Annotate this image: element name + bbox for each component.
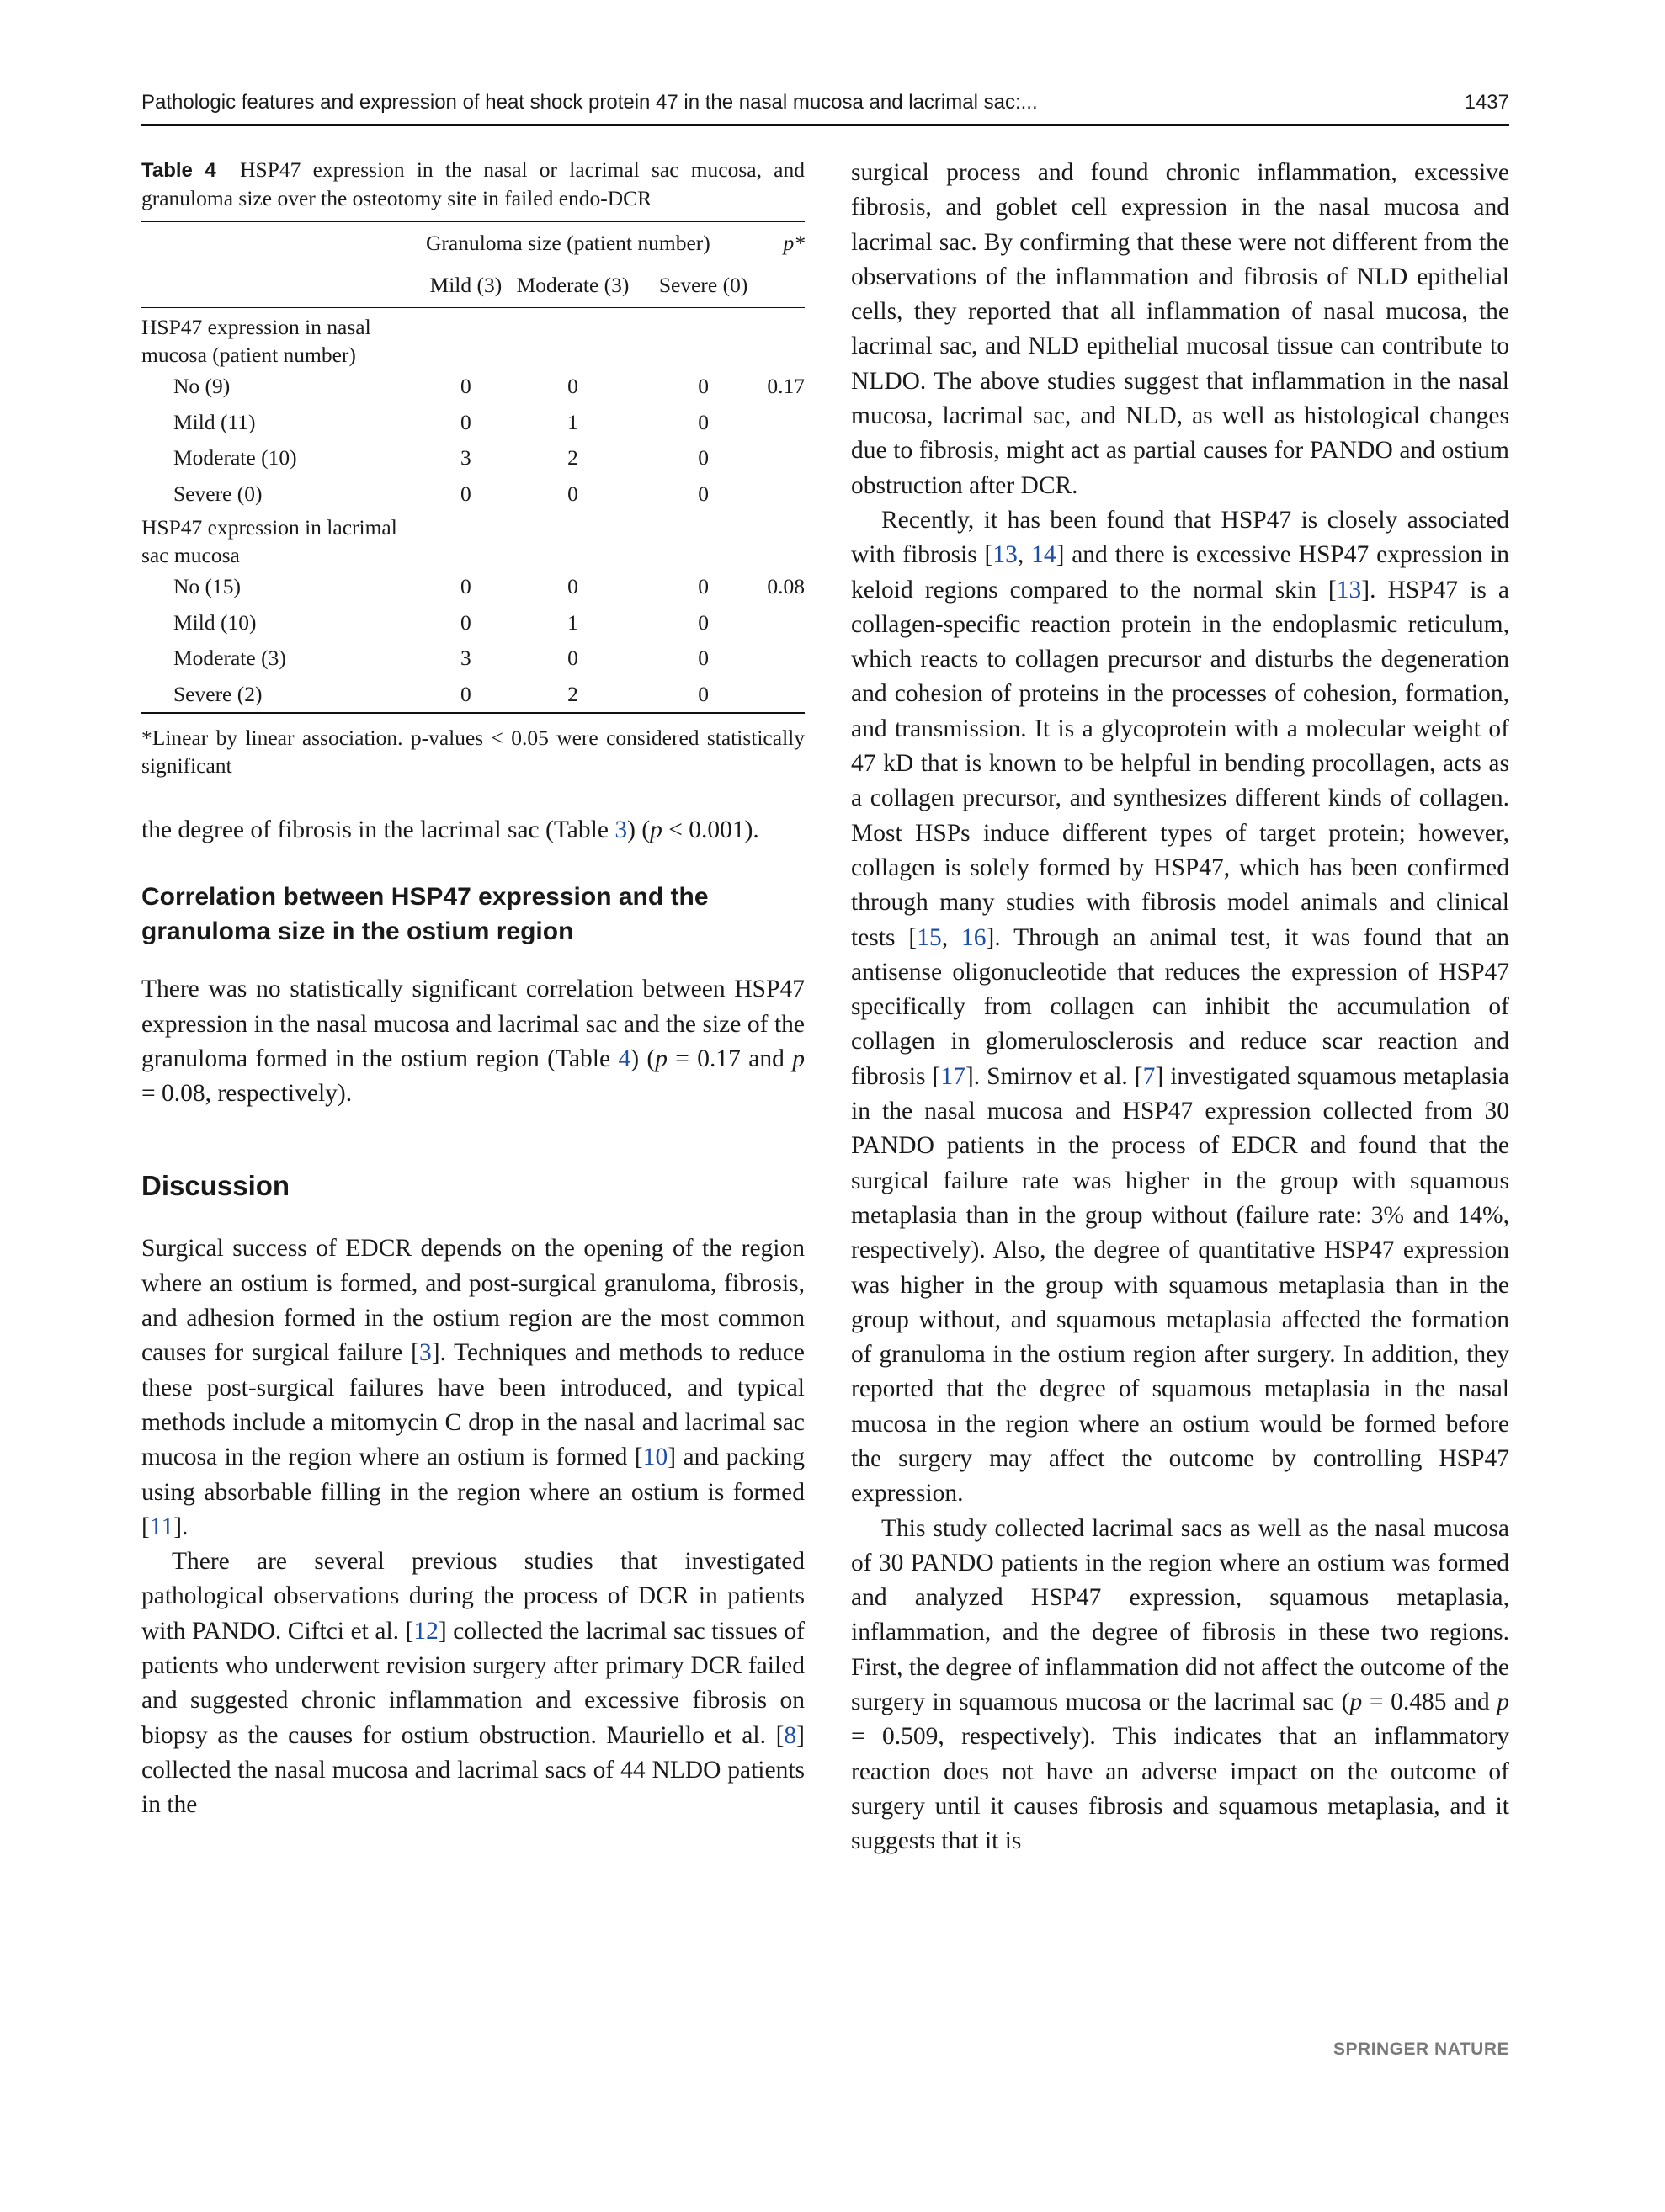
body-paragraph: This study collected lacrimal sacs as well as the nasal mucosa of 30 PANDO patients in the region where an ostium was formed and analyzed HSP47 expression, squamous metaplasia, inflammation, and the degree of fibrosis in these two regions. First, the degree of inflammation did not affect the outcome of the surgery in squamous mucosa or the lacrimal sac (p = 0.485 and p = 0.509, respectively). This indicates that an inflammatory reaction does not have an adverse impact on the outcome of surgery until it causes fibrosis and squamous metaplasia, and it suggests that it is: [851, 1514, 1510, 1855]
p-column-header: p*: [783, 231, 805, 255]
row-label: Moderate (10): [173, 445, 297, 470]
cell-p-value: [767, 605, 805, 641]
cell-severe: 0: [698, 481, 709, 506]
table-caption: [141, 156, 805, 212]
citation-link[interactable]: 16: [961, 923, 987, 951]
table-row: [141, 677, 805, 714]
cell-mild: 3: [460, 646, 471, 670]
body-paragraph: Recently, it has been found that HSP47 is closely associated with fibrosis [13, 14] and there is excessive HSP47 expression in keloid regions compared to the normal skin [13]. HSP47 is a collagen-specific reaction protein in the endoplasmic reticulum, which reacts to collagen precursor and disturbs the degeneration and cohesion of proteins in the processes of cohesion, formation, and transmission. It is a glycoprotein with a molecular weight of 47 kD that is known to be helpful in bending procollagen, acts as a collagen precursor, and synthesizes different kinds of collagen. Most HSPs induce different types of target protein; however, collagen is solely formed by HSP47, which has been confirmed through many studies with fibrosis model animals and clinical tests [15, 16]. Through an animal test, it was found that an antisense oligonucleotide that reduces the expression of HSP47 specifically from collagen can inhibit the accumulation of collagen in glomerulosclerosis and reduce scar reaction and fibrosis [17]. Smirnov et al. [7] investigated squamous metaplasia in the nasal mucosa and HSP47 expression collected from 30 PANDO patients in the process of EDCR and found that the surgical failure rate was higher in the group with squamous metaplasia than in the group without (failure rate: 3% and 14%, respectively). Also, the degree of quantitative HSP47 expression was higher in the group with squamous metaplasia than in the group without, and squamous metaplasia affected the formation of granuloma in the ostium region after surgery. In addition, they reported that the degree of squamous metaplasia in the nasal mucosa in the region where an ostium would be formed before the surgery may affect the outcome by controlling HSP47 expression.: [851, 506, 1510, 1507]
cell-mild: 0: [460, 481, 471, 506]
col-header-mild: Mild (3): [429, 273, 503, 297]
correlation-paragraph: There was no statistically significant correlation between HSP47 expression in the nasal mucosa and lacrimal sac and the size of the granuloma formed in the ostium region (Table 4) (p = 0.17 and p = 0.08, respectively).: [141, 976, 805, 1108]
cell-mild: 3: [460, 445, 471, 470]
col-header-severe: Severe (0): [658, 273, 748, 297]
cell-severe: 0: [698, 574, 709, 598]
data-table: [141, 221, 805, 715]
cell-p-value: 0.08: [767, 574, 805, 598]
table-group-heading: [141, 313, 805, 369]
cell-moderate: 0: [567, 574, 578, 598]
right-column: [851, 156, 1509, 1859]
cell-p-value: [767, 641, 805, 677]
table-header-row-2: [141, 269, 805, 308]
running-title: Pathologic features and expression of heat shock protein 47 in the nasal mucosa and lacrimal sac:...: [141, 91, 1038, 114]
cell-mild: 0: [460, 609, 471, 635]
cell-severe: 0: [698, 609, 709, 635]
cell-moderate: 0: [567, 646, 578, 670]
header-rule: [141, 124, 1509, 126]
group-title-nasal: HSP47 expression in nasal mucosa (patient number): [141, 315, 371, 367]
cell-p-value: [767, 440, 805, 476]
table-row: [141, 369, 805, 405]
row-label: No (15): [173, 574, 242, 598]
table-row: [141, 476, 805, 513]
cell-moderate: 0: [567, 374, 578, 398]
citation-link[interactable]: 15: [917, 923, 942, 951]
table-header-row-1: [141, 221, 805, 269]
cell-moderate: 2: [567, 681, 578, 706]
table-ref-link[interactable]: 3: [614, 816, 628, 843]
row-label: No (9): [173, 374, 231, 398]
citation-link[interactable]: 12: [413, 1617, 439, 1645]
citation-link[interactable]: 3: [418, 1339, 432, 1367]
continuation-paragraph: the degree of fibrosis in the lacrimal sac (Table 3) (p < 0.001).: [141, 816, 759, 843]
citation-link[interactable]: 17: [940, 1062, 965, 1090]
cell-mild: 0: [460, 409, 471, 434]
citation-link[interactable]: 10: [642, 1444, 668, 1471]
body-paragraph: surgical process and found chronic inflammation, excessive fibrosis, and goblet cell expression in the nasal mucosa and lacrimal sac. By confirming that these were not different from the observations of the inflammation and fibrosis of NLD epithelial cells, they reported that all inflammation of nasal mucosa, the lacrimal sac, and NLD epithelial mucosal tissue can contribute to NLDO. The above studies suggest that inflammation in the nasal mucosa, lacrimal sac, and NLD, as well as histological changes due to fibrosis, might act as partial causes for PANDO and ostium obstruction after DCR.: [851, 159, 1509, 499]
cell-severe: 0: [698, 409, 709, 434]
group-title-lacrimal: HSP47 expression in lacrimal sac mucosa: [141, 515, 397, 567]
subsection-heading: Correlation between HSP47 expression and the granuloma size in the ostium region: [141, 883, 709, 946]
discussion-paragraph: Surgical success of EDCR depends on the opening of the region where an ostium is formed, and post-surgical granuloma, fibrosis, and adhesion formed in the ostium region are the most common causes for surgical failure [3]. Techniques and methods to reduce these post-surgical failures have been introduced, and typical methods include a mitomycin C drop in the nasal and lacrimal sac mucosa in the region where an ostium is formed [10] and packing using absorbable filling in the region where an ostium is formed [11].: [141, 1235, 805, 1540]
table-bottom-rule: [141, 713, 805, 715]
cell-severe: 0: [698, 681, 709, 706]
table-4: [141, 156, 805, 779]
cell-p-value: 0.17: [767, 374, 805, 398]
table-footnote: *Linear by linear association. p-values < 0.05 were considered statistically significant: [141, 726, 805, 778]
row-label: Severe (2): [173, 681, 263, 706]
discussion-heading: Discussion: [141, 1170, 290, 1202]
cell-p-value: [767, 677, 805, 714]
citation-link[interactable]: 13: [992, 541, 1018, 569]
discussion-paragraph: There are several previous studies that investigated pathological observations during the process of DCR in patients with PANDO. Ciftci et al. [12] collected the lacrimal sac tissues of patients who underwent revision surgery after primary DCR failed and suggested chronic inflammation and excessive fibrosis on biopsy as the causes for ostium obstruction. Mauriello et al. [8] collected the nasal mucosa and lacrimal sacs of 44 NLDO patients in the: [141, 1548, 805, 1819]
cell-moderate: 0: [567, 481, 578, 506]
cell-severe: 0: [698, 445, 709, 470]
publisher-logo: SPRINGER NATURE: [1333, 2039, 1509, 2059]
table-row: [141, 641, 805, 677]
cell-p-value: [767, 476, 805, 513]
cell-severe: 0: [698, 646, 709, 670]
col-header-moderate: Moderate (3): [516, 273, 630, 297]
left-column: [141, 156, 805, 1823]
table-label: Table 4: [141, 159, 216, 182]
running-header: [141, 91, 1509, 133]
row-label: Mild (10): [173, 609, 257, 635]
cell-p-value: [767, 405, 805, 441]
cell-mild: 0: [460, 574, 471, 598]
cell-moderate: 1: [567, 609, 578, 635]
citation-link[interactable]: 13: [1336, 576, 1362, 604]
table-row: [141, 569, 805, 605]
group-column-header: Granuloma size (patient number): [426, 229, 767, 263]
table-row: [141, 605, 805, 641]
row-label: Moderate (3): [173, 646, 286, 670]
row-label: Severe (0): [173, 481, 263, 506]
table-group-heading: [141, 512, 805, 569]
page-number: 1437: [1464, 91, 1509, 114]
table-row: [141, 405, 805, 441]
cell-severe: 0: [698, 374, 709, 398]
row-label: Mild (11): [173, 409, 256, 434]
cell-mild: 0: [460, 374, 471, 398]
citation-link[interactable]: 8: [784, 1721, 797, 1749]
table-ref-link[interactable]: 4: [618, 1045, 631, 1072]
table-caption-text: HSP47 expression in the nasal or lacrimal sac mucosa, and granuloma size over the osteotomy site in failed endo-DCR: [141, 157, 805, 210]
cell-moderate: 1: [567, 409, 578, 434]
cell-mild: 0: [460, 681, 471, 706]
citation-link[interactable]: 11: [149, 1513, 174, 1540]
cell-moderate: 2: [567, 445, 578, 470]
citation-link[interactable]: 7: [1142, 1062, 1156, 1090]
citation-link[interactable]: 14: [1031, 541, 1056, 569]
table-row: [141, 440, 805, 476]
